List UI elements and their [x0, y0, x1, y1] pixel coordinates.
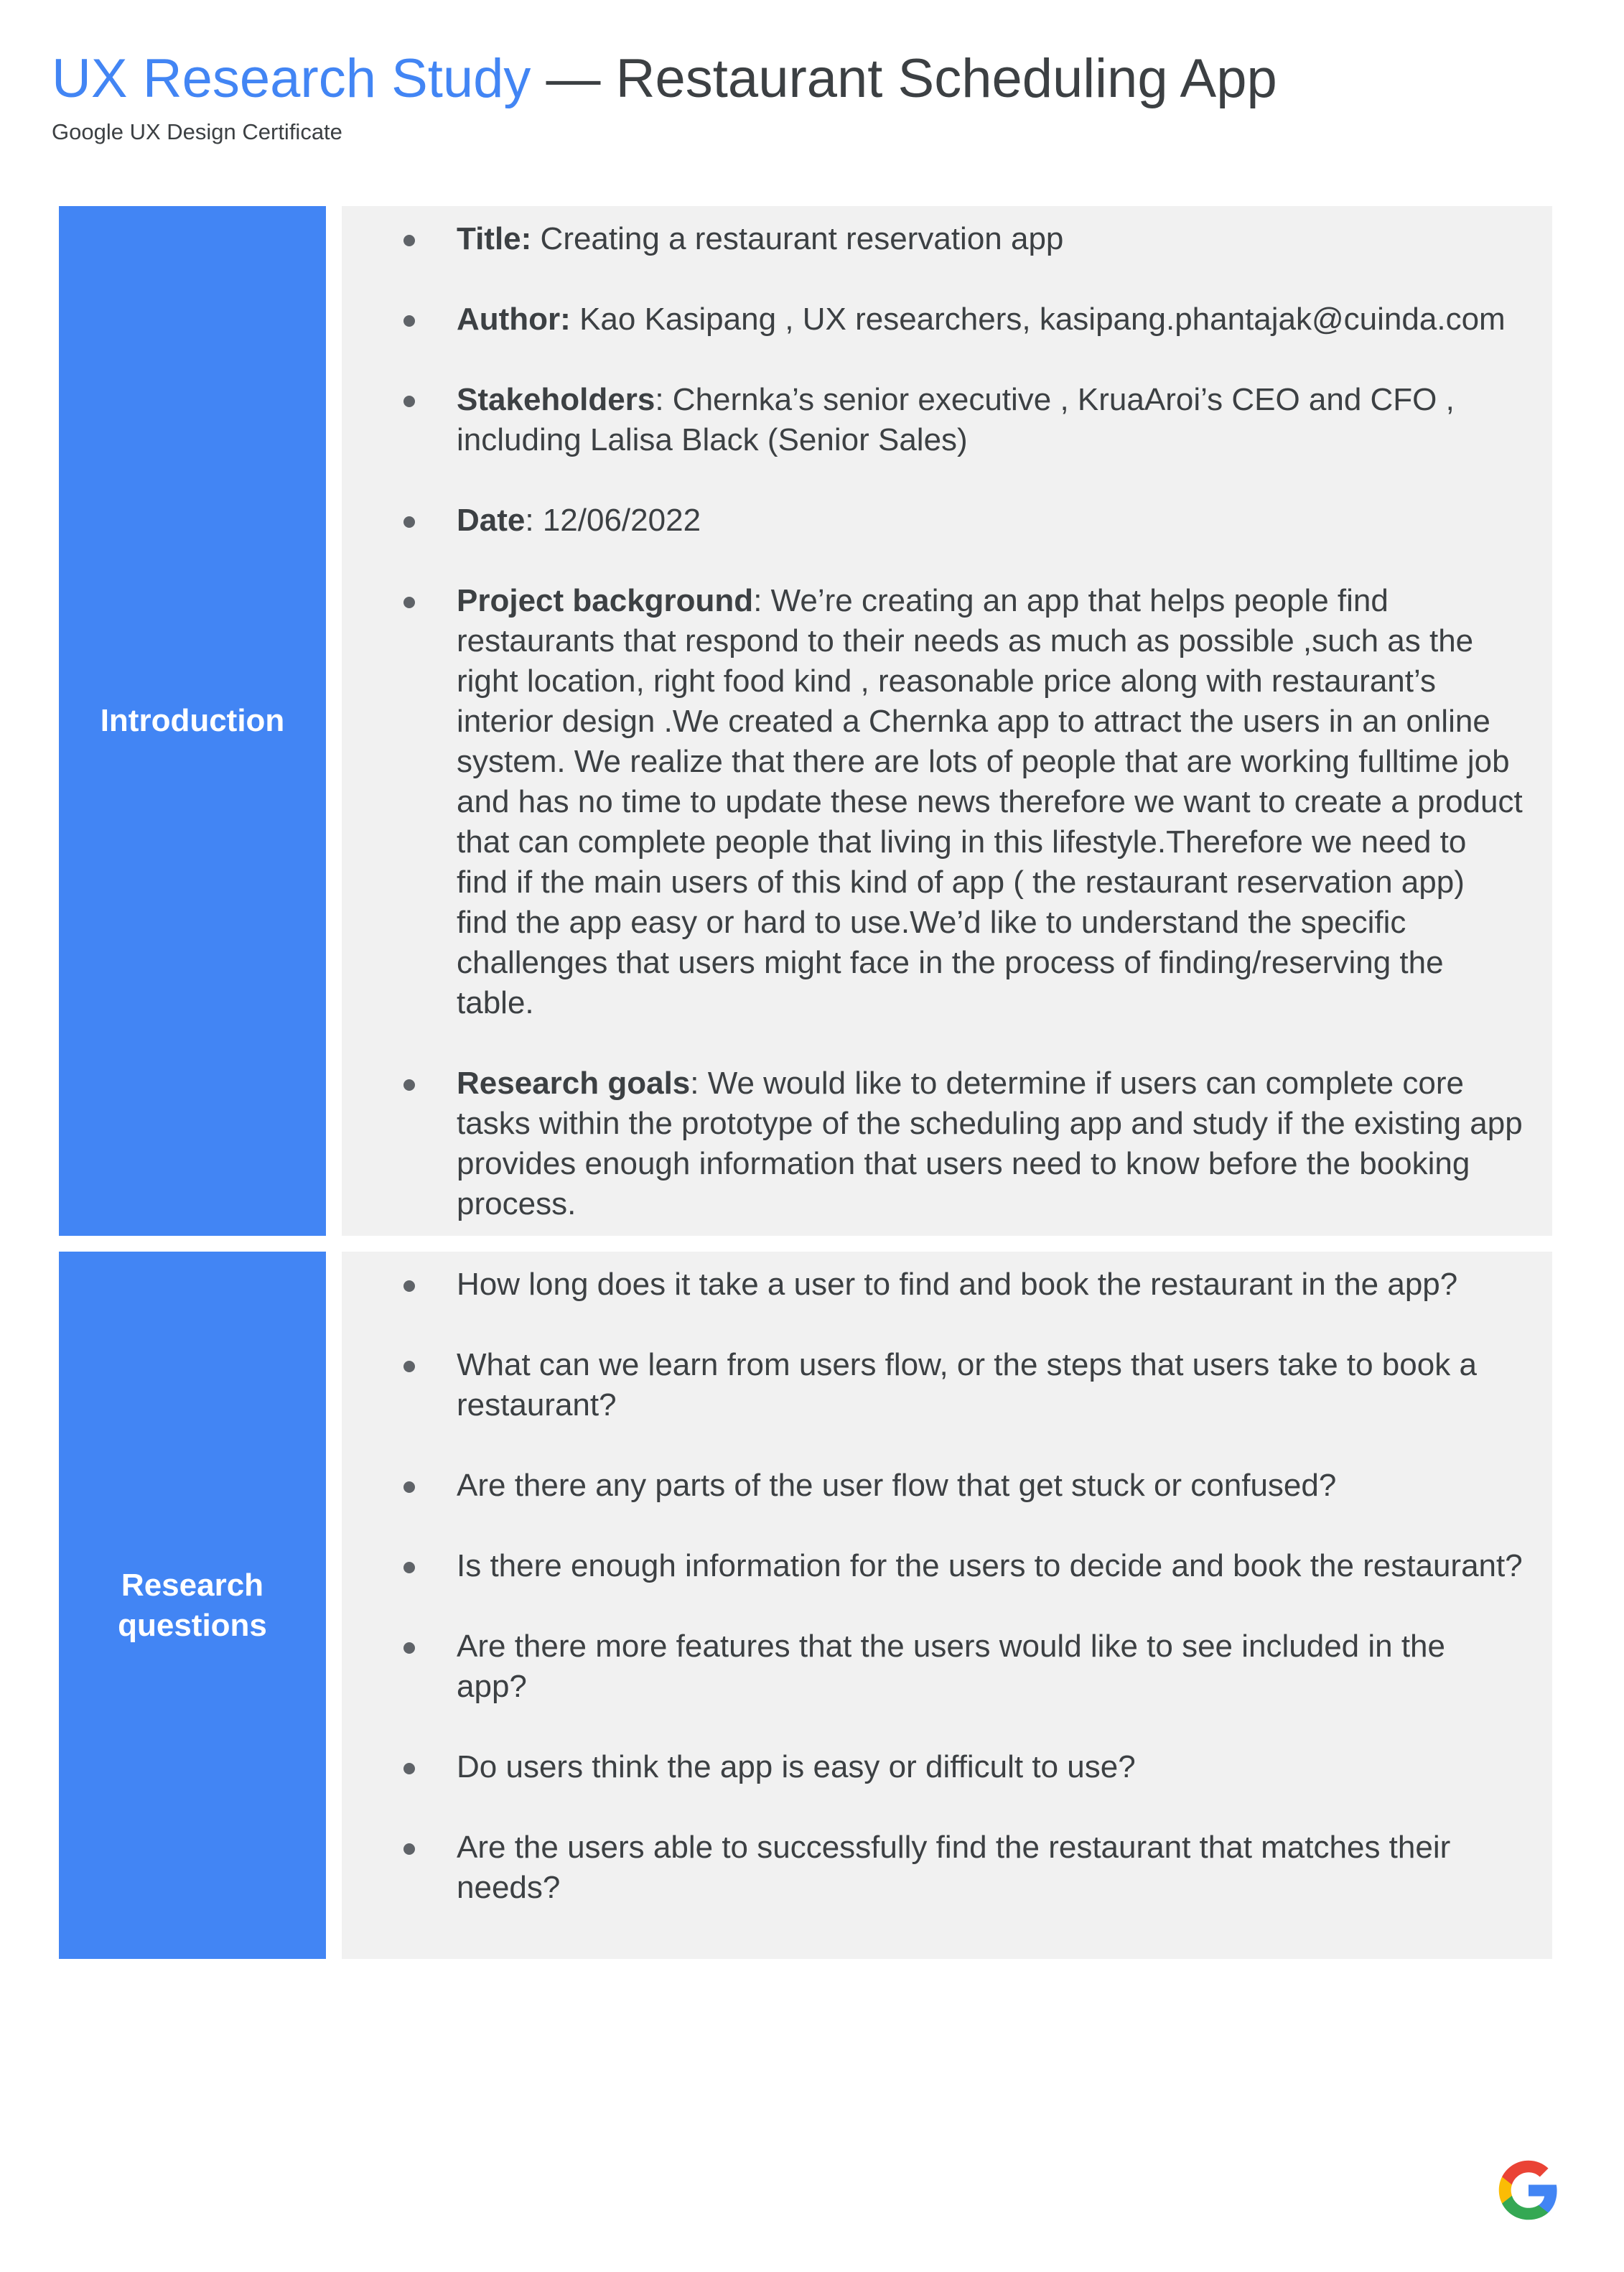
- item-text: Kao Kasipang , UX researchers, kasipang.phantajak@cuinda.com: [570, 302, 1506, 337]
- research-questions-label: [59, 1252, 326, 1959]
- bullet-icon: [403, 1562, 415, 1573]
- bullet-icon: [403, 597, 415, 608]
- bullet-icon: [403, 1079, 415, 1091]
- intro-item-research-goals: [342, 1063, 1523, 1224]
- item-label: Date: [457, 503, 526, 538]
- question-item: [342, 1828, 1523, 1908]
- google-g-logo-icon: [1496, 2158, 1561, 2222]
- bullet-icon: [403, 516, 415, 528]
- question-item: [342, 1747, 1523, 1787]
- bullet-icon: [403, 396, 415, 407]
- question-item: [342, 1345, 1523, 1425]
- research-questions-list: [342, 1265, 1523, 1908]
- bullet-icon: [403, 315, 415, 327]
- bullet-icon: [403, 1481, 415, 1493]
- research-questions-content: [342, 1252, 1552, 1959]
- intro-item-date: [342, 501, 1523, 541]
- item-text: : We would like to determine if users can complete core tasks within the prototype of the scheduling app and study if the existing app provides enough information that users need to know before the booking process.: [457, 1066, 1523, 1221]
- bullet-icon: [403, 1280, 415, 1292]
- bullet-icon: [403, 1361, 415, 1372]
- bullet-icon: [403, 1843, 415, 1855]
- bullet-icon: [403, 1642, 415, 1654]
- item-label: Title:: [457, 221, 532, 256]
- item-label: Project background: [457, 583, 754, 618]
- question-item: [342, 1546, 1523, 1586]
- question-item: [342, 1626, 1523, 1707]
- question-text: Are there any parts of the user flow that get stuck or confused?: [457, 1468, 1337, 1503]
- intro-item-title: [342, 219, 1523, 259]
- item-label: Stakeholders: [457, 382, 655, 417]
- introduction-label: [59, 206, 326, 1236]
- item-text: Creating a restaurant reservation app: [531, 221, 1064, 256]
- item-text: : Chernka’s senior executive , KruaAroi’s CEO and CFO , including Lalisa Black (Senior Sales): [457, 382, 1455, 457]
- research-questions-label-line1: Research: [121, 1567, 264, 1603]
- intro-item-stakeholders: [342, 380, 1523, 460]
- question-text: Do users think the app is easy or difficult to use?: [457, 1749, 1136, 1784]
- question-text: Is there enough information for the users to decide and book the restaurant?: [457, 1548, 1523, 1583]
- introduction-list: [342, 219, 1523, 1224]
- question-text: What can we learn from users flow, or the steps that users take to book a restaurant?: [457, 1347, 1477, 1423]
- introduction-label-text: Introduction: [100, 703, 285, 738]
- research-questions-section: [59, 1252, 1552, 1959]
- item-text: : 12/06/2022: [525, 503, 701, 538]
- intro-item-project-background: [342, 581, 1523, 1023]
- question-text: Are the users able to successfully find the restaurant that matches their needs?: [457, 1830, 1451, 1905]
- question-item: [342, 1466, 1523, 1506]
- page-title: [52, 45, 1277, 113]
- bullet-icon: [403, 235, 415, 246]
- page-title-accent: UX Research Study: [52, 48, 531, 109]
- page-header: [52, 45, 1277, 146]
- item-label: Author:: [457, 302, 571, 337]
- question-text: How long does it take a user to find and book the restaurant in the app?: [457, 1267, 1458, 1302]
- item-label: Research goals: [457, 1066, 691, 1101]
- page-subtitle: Google UX Design Certificate: [52, 119, 342, 144]
- bullet-icon: [403, 1763, 415, 1774]
- page-title-rest: — Restaurant Scheduling App: [531, 48, 1277, 109]
- introduction-section: [59, 206, 1552, 1236]
- intro-item-author: [342, 299, 1523, 340]
- item-text: : We’re creating an app that helps people find restaurants that respond to their needs as much as possible ,such as the right location, right food kind , reasonable price along with restaurant’s interior design .We created a Chernka app to attract the users in an online system. We realize that there are lots of people that are working fulltime job and has no time to update these news therefore we want to create a product that can complete people that living in this lifestyle.Therefore we need to find if the main users of this kind of app ( the restaurant reservation app) find the app easy or hard to use.We’d like to understand the specific challenges that users might face in the process of finding/reserving the table.: [457, 583, 1523, 1020]
- research-questions-label-line2: questions: [118, 1607, 267, 1643]
- question-text: Are there more features that the users would like to see included in the app?: [457, 1629, 1445, 1704]
- question-item: [342, 1265, 1523, 1305]
- introduction-content: [342, 206, 1552, 1236]
